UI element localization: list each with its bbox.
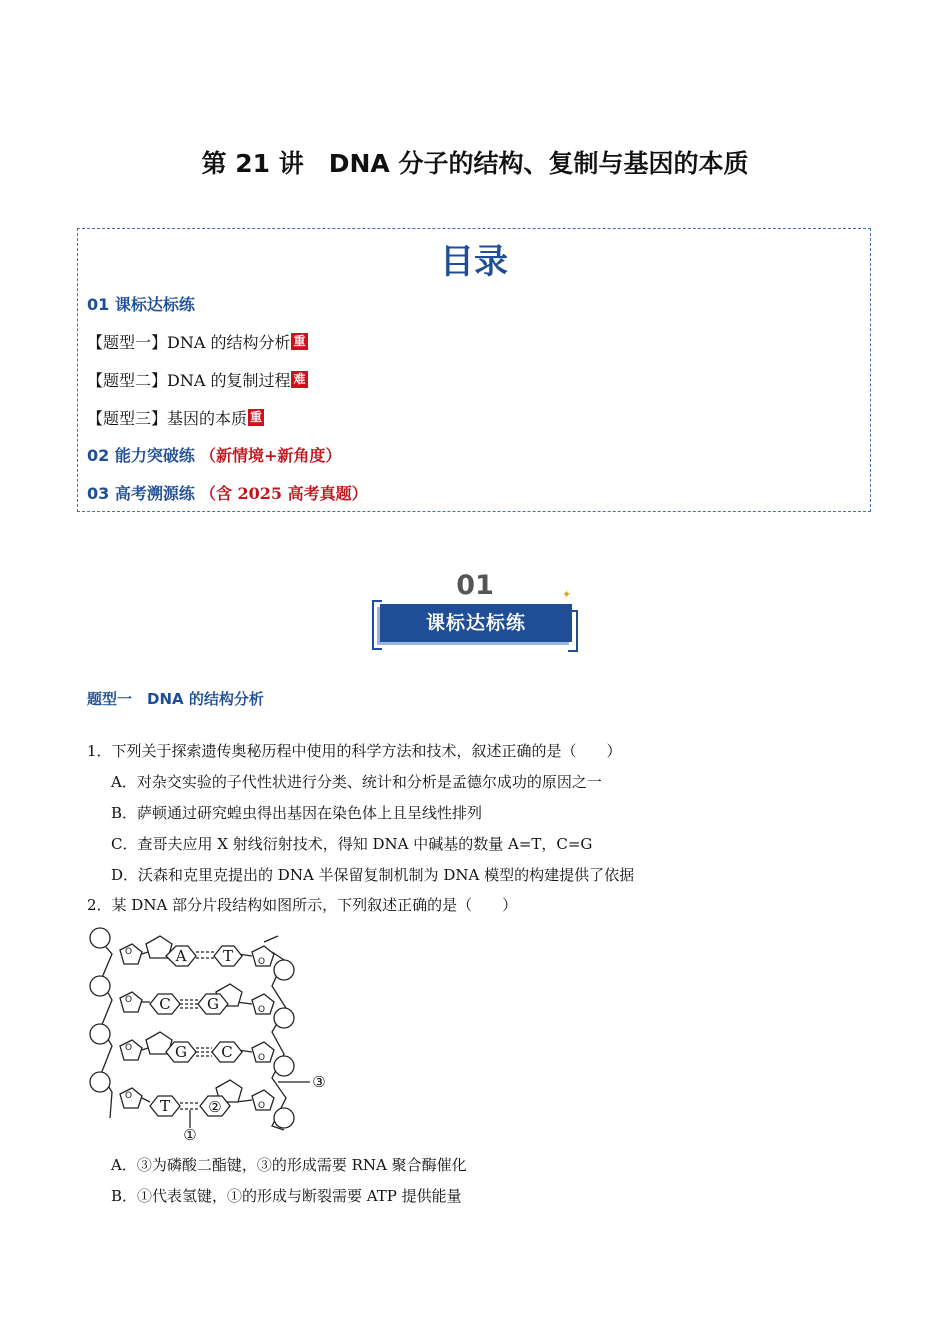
- base-label-right: C: [221, 1043, 233, 1061]
- toc-item-label: 【题型三】基因的本质: [87, 409, 248, 428]
- base-label-left: T: [159, 1097, 171, 1115]
- toc-heading: 目录: [440, 242, 508, 282]
- base-label-left: A: [175, 947, 187, 965]
- question-1-option-a: A．对杂交实验的子代性状进行分类、统计和分析是孟德尔成功的原因之一: [111, 773, 602, 791]
- toc-section-1: 01 课标达标练: [87, 295, 195, 314]
- question-2-option-b: B．①代表氢键，①的形成与断裂需要 ATP 提供能量: [111, 1187, 462, 1205]
- oxygen-label: O: [125, 1091, 133, 1101]
- base-label-right: T: [222, 947, 234, 965]
- oxygen-label: O: [125, 1043, 133, 1053]
- importance-badge: 重: [250, 410, 263, 424]
- oxygen-label: O: [125, 995, 133, 1005]
- question-1-stem: 1．下列关于探索遗传奥秘历程中使用的科学方法和技术，叙述正确的是（ ）: [87, 742, 622, 760]
- sparkle-icon: ✦: [562, 588, 572, 601]
- toc-item-3: [87, 406, 264, 429]
- section-banner: [368, 570, 582, 652]
- banner-label: 课标达标练: [425, 612, 526, 634]
- table-of-contents: [77, 228, 871, 512]
- question-2-stem: 2．某 DNA 部分片段结构如图所示，下列叙述正确的是（ ）: [87, 896, 518, 914]
- question-2-option-a: A．③为磷酸二酯键，③的形成需要 RNA 聚合酶催化: [111, 1156, 467, 1174]
- section-title: 题型一 DNA 的结构分析: [87, 690, 264, 708]
- page-title: 第 21 讲 DNA 分子的结构、复制与基因的本质: [201, 149, 749, 178]
- question-1-option-b: B．萨顿通过研究蝗虫得出基因在染色体上且呈线性排列: [111, 804, 483, 822]
- toc-item-1: [87, 330, 308, 353]
- base-label-left: G: [175, 1043, 187, 1061]
- base-label-right: G: [207, 995, 219, 1013]
- toc-section-2-note: （新情境+新角度）: [199, 446, 342, 465]
- marker-3-label: ③: [312, 1073, 326, 1091]
- toc-item-2: [87, 368, 308, 391]
- toc-section-2-label: 02 能力突破练: [87, 446, 195, 465]
- oxygen-label: O: [258, 1005, 266, 1015]
- dna-structure-diagram: [88, 922, 338, 1146]
- toc-item-label: 【题型二】DNA 的复制过程: [87, 371, 291, 390]
- importance-badge: 重: [293, 334, 306, 348]
- oxygen-label: O: [125, 947, 133, 957]
- oxygen-label: O: [258, 1053, 266, 1063]
- toc-section-3-note: （含 2025 高考真题）: [199, 484, 368, 503]
- difficulty-badge: 难: [293, 372, 306, 386]
- marker-1-label: ①: [183, 1126, 197, 1144]
- oxygen-label: O: [258, 957, 266, 967]
- toc-item-label: 【题型一】DNA 的结构分析: [87, 333, 291, 352]
- question-1-option-c: C．查哥夫应用 X 射线衍射技术，得知 DNA 中碱基的数量 A=T，C=G: [111, 835, 593, 853]
- base-label-left: C: [159, 995, 171, 1013]
- marker-2-label: ②: [208, 1098, 222, 1116]
- banner-number: 01: [456, 570, 494, 601]
- toc-section-3-label: 03 高考溯源练: [87, 484, 195, 503]
- question-1-option-d: D．沃森和克里克提出的 DNA 半保留复制机制为 DNA 模型的构建提供了依据: [111, 866, 635, 884]
- oxygen-label: O: [258, 1101, 266, 1111]
- toc-section-2: [87, 443, 341, 466]
- toc-section-3: [87, 481, 368, 504]
